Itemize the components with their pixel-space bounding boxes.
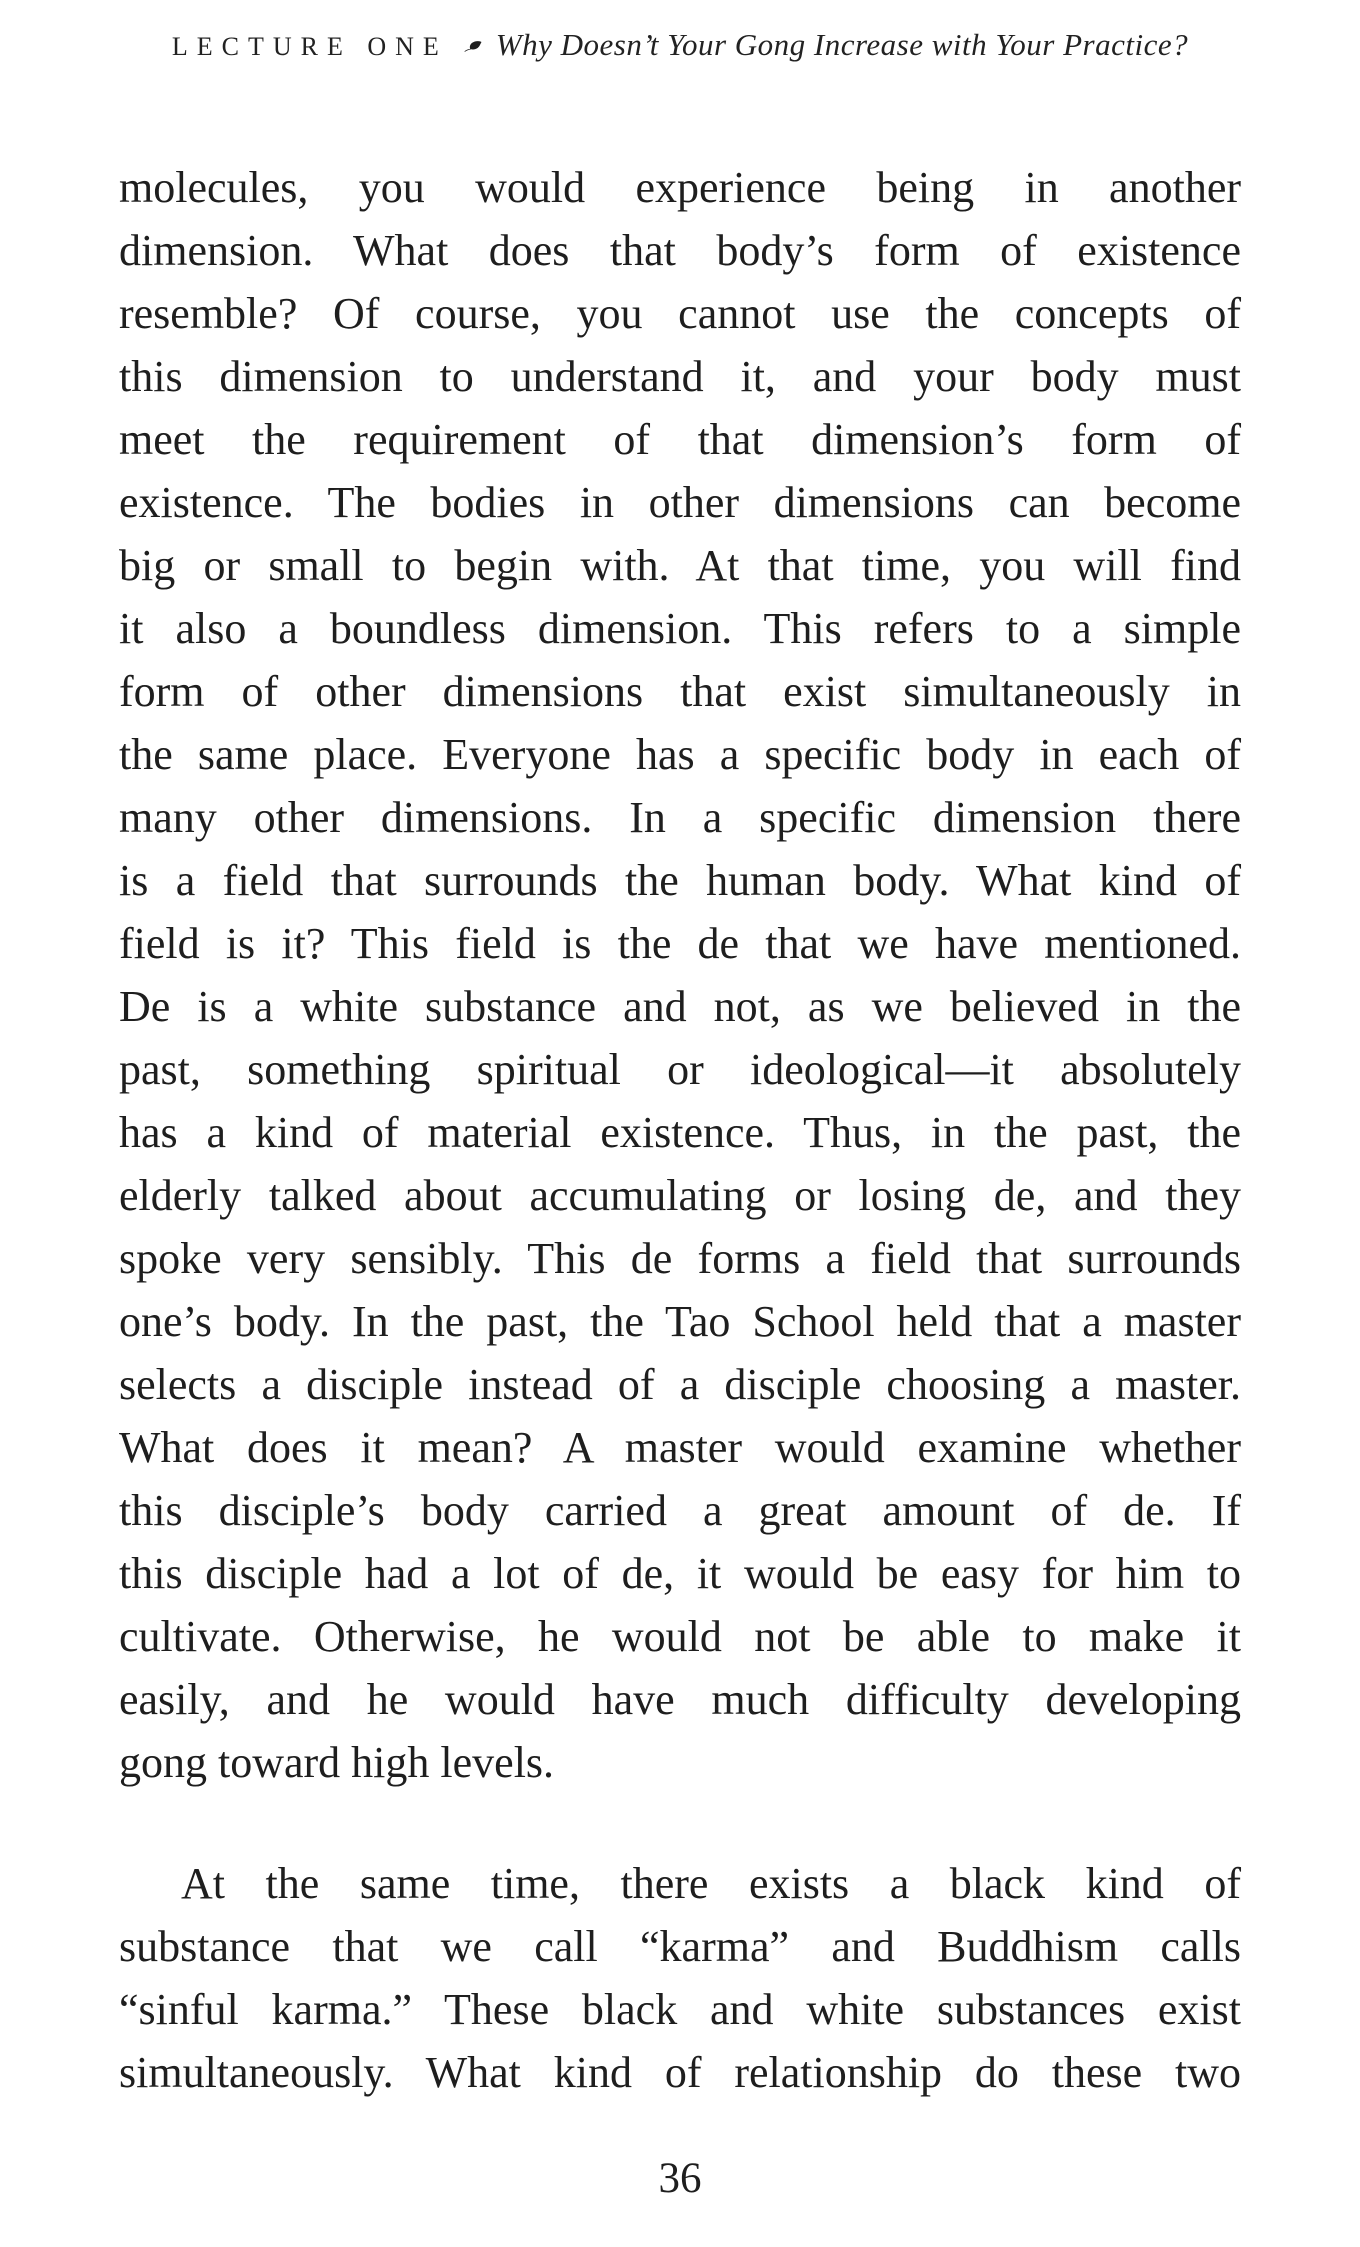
text-line: this dimension to understand it, and your body must <box>119 352 1241 401</box>
text-line: molecules, you would experience being in another <box>119 163 1241 212</box>
text-line: many other dimensions. In a specific dimension there <box>119 793 1241 842</box>
text-line: easily, and he would have much difficulty developing <box>119 1675 1241 1724</box>
text-line: is a field that surrounds the human body. What kind of <box>119 856 1241 905</box>
paragraph <box>119 156 1241 1794</box>
page-number: 36 <box>658 2155 702 2202</box>
text-line: resemble? Of course, you cannot use the concepts of <box>119 289 1241 338</box>
text-line: elderly talked about accumulating or losing de, and they <box>119 1171 1241 1220</box>
text-line: dimension. What does that body’s form of existence <box>119 226 1241 275</box>
text-line: cultivate. Otherwise, he would not be able to make it <box>119 1612 1241 1661</box>
text-line: form of other dimensions that exist simultaneously in <box>119 667 1241 716</box>
text-line: one’s body. In the past, the Tao School held that a master <box>119 1297 1241 1346</box>
lecture-section-label: LECTURE ONE <box>171 32 448 61</box>
text-line: the same place. Everyone has a specific body in each of <box>119 730 1241 779</box>
paragraph <box>119 1852 1241 2104</box>
text-line: substance that we call “karma” and Buddhism calls <box>119 1922 1241 1971</box>
text-line: this disciple had a lot of de, it would be easy for him to <box>119 1549 1241 1598</box>
text-line: gong toward high levels. <box>119 1738 555 1787</box>
page-footer <box>0 2154 1360 2203</box>
text-line: What does it mean? A master would examine whether <box>119 1423 1241 1472</box>
text-line: At the same time, there exists a black kind of <box>181 1859 1241 1908</box>
text-line: “sinful karma.” These black and white substances exist <box>119 1985 1241 2034</box>
running-header <box>0 0 1360 70</box>
text-line: simultaneously. What kind of relationship do these two <box>119 2048 1241 2097</box>
text-line: it also a boundless dimension. This refers to a simple <box>119 604 1241 653</box>
text-line: has a kind of material existence. Thus, in the past, the <box>119 1108 1241 1157</box>
text-line: field is it? This field is the de that we have mentioned. <box>119 919 1241 968</box>
chapter-title: Why Doesn’t Your Gong Increase with Your Practice? <box>495 27 1189 62</box>
text-line: meet the requirement of that dimension’s form of <box>119 415 1241 464</box>
text-line: big or small to begin with. At that time, you will find <box>119 541 1241 590</box>
body-text <box>119 156 1241 2104</box>
text-line: existence. The bodies in other dimensions can become <box>119 478 1241 527</box>
text-line: De is a white substance and not, as we believed in the <box>119 982 1241 1031</box>
text-line: this disciple’s body carried a great amount of de. If <box>119 1486 1241 1535</box>
text-line: selects a disciple instead of a disciple choosing a master. <box>119 1360 1241 1409</box>
text-line: past, something spiritual or ideological—it absolutely <box>119 1045 1241 1094</box>
fleuron-leaf-icon <box>462 35 484 73</box>
text-line: spoke very sensibly. This de forms a field that surrounds <box>119 1234 1241 1283</box>
